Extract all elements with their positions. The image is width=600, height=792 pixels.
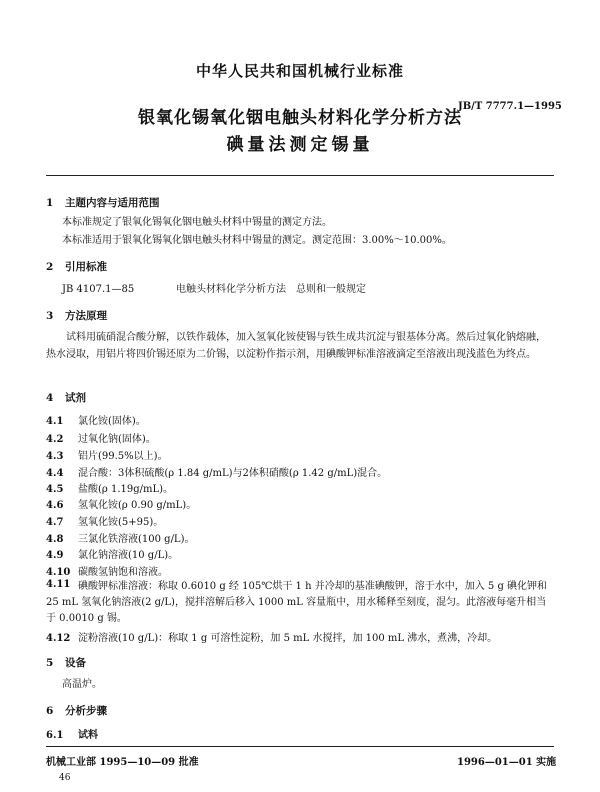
document-title-line2: 碘量法测定锡量 (226, 135, 374, 155)
reference-title: 电触头材料化学分析方法 总则和一般规定 (176, 284, 366, 295)
section-number: 3 (46, 310, 54, 322)
reagent-item: 4.5 盐酸(ρ 1.19g/mL)。 (46, 484, 174, 495)
section-title: 主题内容与适用范围 (65, 197, 160, 209)
document-title-line1: 银氧化锡氧化铟电触头材料化学分析方法 (138, 108, 462, 128)
reagent-item-4-12: 4.12 淀粉溶液(10 g/L)：称取 1 g 可溶性淀粉，加 5 mL 水搅拌，加 100 mL 沸水，煮沸，冷却。 (46, 633, 498, 644)
subsection-6-1: 6.1 试料 (46, 730, 98, 741)
section-number: 6 (46, 705, 54, 717)
section-title: 方法原理 (65, 310, 107, 322)
section-1-paragraph-1: 本标准规定了银氧化锡氧化铟电触头材料中锡量的测定方法。 (62, 217, 332, 228)
section-number: 5 (46, 657, 54, 669)
section-number: 4 (46, 392, 54, 404)
reagent-item: 4.6 氢氧化铵(ρ 0.90 g/mL)。 (46, 500, 197, 511)
reagent-item: 4.4 混合酸：3体积硫酸(ρ 1.84 g/mL)与2体积硝酸(ρ 1.42 g/mL)混合。 (46, 468, 388, 479)
footer-rule (46, 746, 554, 747)
page-number: 46 (59, 773, 71, 783)
section-2-heading (46, 259, 107, 274)
reagent-item: 4.10 碳酸氢钠饱和溶液。 (46, 567, 168, 578)
issuing-organization: 中华人民共和国机械行业标准 (195, 62, 404, 80)
section-title: 试剂 (65, 392, 86, 404)
section-4-heading (46, 390, 86, 405)
section-5-heading (46, 655, 86, 670)
standard-number: JB/T 7777.1—1995 (458, 101, 562, 112)
section-3-principle-text: 试料用硫硝混合酸分解，以铁作载体，加入氢氧化铵使锡与铁生成共沉淀与银基体分离。然后过氧化钠熔融，热水浸取，用铝片将四价锡还原为二价锡，以淀粉作指示剂，用碘酸钾标准溶液滴定至溶液出现浅蓝色为终点。 (46, 332, 546, 360)
reagent-item: 4.3 铝片(99.5%以上)。 (46, 451, 168, 462)
reagent-item: 4.9 氯化钠溶液(10 g/L)。 (46, 550, 179, 561)
reagent-item: 4.7 氢氧化铵(5+95)。 (46, 517, 164, 528)
section-6-heading (46, 703, 107, 718)
approval-date: 机械工业部 1995—10—09 批准 (46, 757, 199, 768)
reagent-item-4-11-number: 4.11 (46, 579, 71, 590)
reagent-item-4-11-text: 碘酸钾标准溶液：称取 0.6010 g 经 105℃烘干 1 h 并冷却的基准碘酸钾，溶于水中，加入 5 g 碘化钾和 25 mL 氢氧化钠溶液(2 g/L)，搅拌溶解后移入 1000 mL 容量瓶中，用水稀释至刻度，混匀。此溶液每毫升相当于 0.0010 g 锡。 (46, 581, 548, 624)
section-5-equipment: 高温炉。 (62, 679, 102, 690)
reagent-item: 4.2 过氧化钠(固体)。 (46, 434, 156, 445)
section-number: 2 (46, 261, 54, 273)
effective-date: 1996—01—01 实施 (457, 757, 557, 768)
section-number: 1 (46, 197, 54, 209)
section-3-heading (46, 308, 107, 323)
section-title: 引用标准 (65, 261, 107, 273)
section-1-heading (46, 195, 160, 210)
section-title: 分析步骤 (65, 705, 107, 717)
reagent-item: 4.8 三氯化铁溶液(100 g/L)。 (46, 534, 195, 545)
reference-code: JB 4107.1—85 (62, 284, 135, 295)
header-rule (46, 175, 554, 176)
reagent-item: 4.1 氯化铵(固体)。 (46, 416, 146, 427)
section-1-paragraph-2: 本标准适用于银氧化锡氧化铟电触头材料中锡量的测定。测定范围：3.00%～10.00%。 (62, 235, 452, 246)
section-title: 设备 (65, 657, 86, 669)
